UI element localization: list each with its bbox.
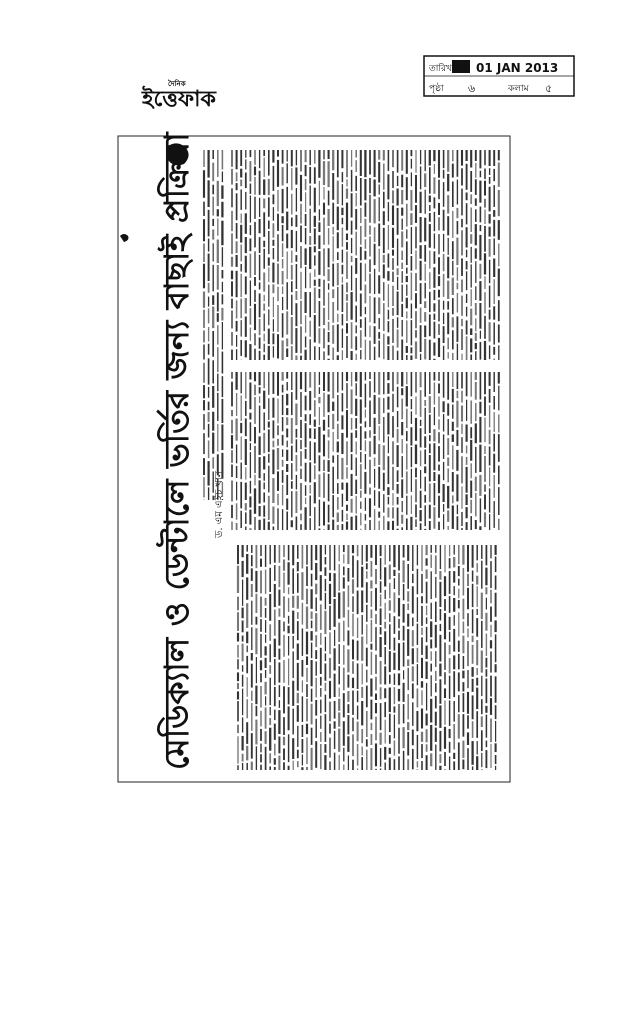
stamp-ink-blot xyxy=(452,60,470,73)
stamp-page-value: ৬ xyxy=(468,82,476,95)
stamp-column-label: কলাম xyxy=(508,84,529,94)
article-byline: ড. এম এইচ খান xyxy=(214,471,225,538)
archive-stamp xyxy=(424,56,574,96)
newspaper-clipping xyxy=(118,131,510,782)
masthead-title: ইত্তেফাক xyxy=(142,87,216,112)
stamp-page-label: পৃষ্ঠা xyxy=(429,84,444,94)
masthead-small-label: দৈনিক xyxy=(168,80,186,88)
stamp-column-value: ৫ xyxy=(545,82,553,95)
article-headline: মেডিক্যাল ও ডেন্টালে ভর্তির জন্য বাছাই প্রক্রিয়া xyxy=(157,132,196,770)
stamp-date-label: তারিখ xyxy=(429,64,452,74)
stamp-date-value: 01 JAN 2013 xyxy=(476,61,559,75)
